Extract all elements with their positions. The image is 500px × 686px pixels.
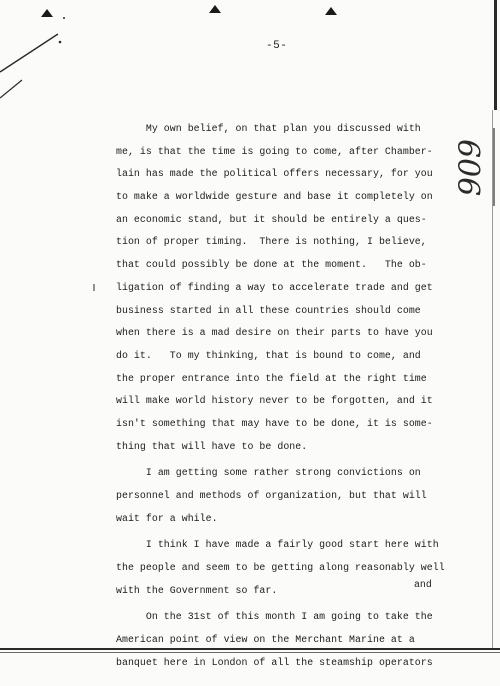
corner-scan-artifact — [0, 0, 70, 100]
page-number: -5- — [266, 40, 288, 52]
text-line: to make a worldwide gesture and base it completely on — [116, 191, 433, 203]
paragraph-2 — [116, 462, 452, 530]
text-line: an economic stand, but it should be entirely a ques- — [116, 213, 427, 225]
text-line: lain has made the political offers necessary, for you — [116, 168, 433, 180]
archive-number-text: 606 — [450, 139, 485, 197]
letter-body — [116, 118, 452, 675]
paragraph-1 — [116, 118, 452, 458]
text-line: business started in all these countries should come — [116, 304, 421, 316]
text-line: I am getting some rather strong convictions on — [116, 467, 421, 479]
text-line: will make world history never to be forgotten, and it — [116, 395, 433, 407]
text-line: when there is a mad desire on their parts to have you — [116, 327, 433, 339]
right-edge-shadow — [494, 0, 497, 110]
continuation-word: and — [414, 579, 432, 590]
text-line: do it. To my thinking, that is bound to come, and — [116, 349, 421, 361]
text-line: banquet here in London of all the steamship operators — [116, 656, 433, 668]
text-line: the proper entrance into the field at the right time — [116, 372, 427, 384]
text-line: thing that will have to be done. — [116, 440, 308, 452]
text-line: me, is that the time is going to come, after Chamber- — [116, 145, 433, 157]
paragraph-4 — [116, 606, 452, 674]
text-line: ligation of finding a way to accelerate trade and get — [116, 281, 433, 293]
bottom-scan-edge — [0, 648, 500, 650]
punch-hole-mark-center — [208, 4, 222, 14]
text-line: with the Government so far. — [116, 584, 278, 596]
bottom-scan-edge-shadow — [0, 652, 500, 653]
text-line: isn't something that may have to be done, it is some- — [116, 417, 433, 429]
text-line: that could possibly be done at the moment. The ob- — [116, 259, 427, 271]
text-line: wait for a while. — [116, 512, 218, 524]
text-line: American point of view on the Merchant Marine at a — [116, 634, 415, 646]
text-line: On the 31st of this month I am going to take the — [116, 611, 433, 623]
stray-pen-mark — [92, 284, 96, 292]
text-line: personnel and methods of organization, but that will — [116, 490, 427, 501]
paragraph-3 — [116, 534, 452, 602]
text-line: My own belief, on that plan you discussed with — [116, 123, 421, 134]
text-line: tion of proper timing. There is nothing, I believe, — [116, 236, 427, 248]
text-line: I think I have made a fairly good start here with — [116, 539, 439, 551]
punch-hole-mark-right — [324, 6, 338, 16]
text-line: the people and seem to be getting along reasonably well — [116, 562, 445, 574]
